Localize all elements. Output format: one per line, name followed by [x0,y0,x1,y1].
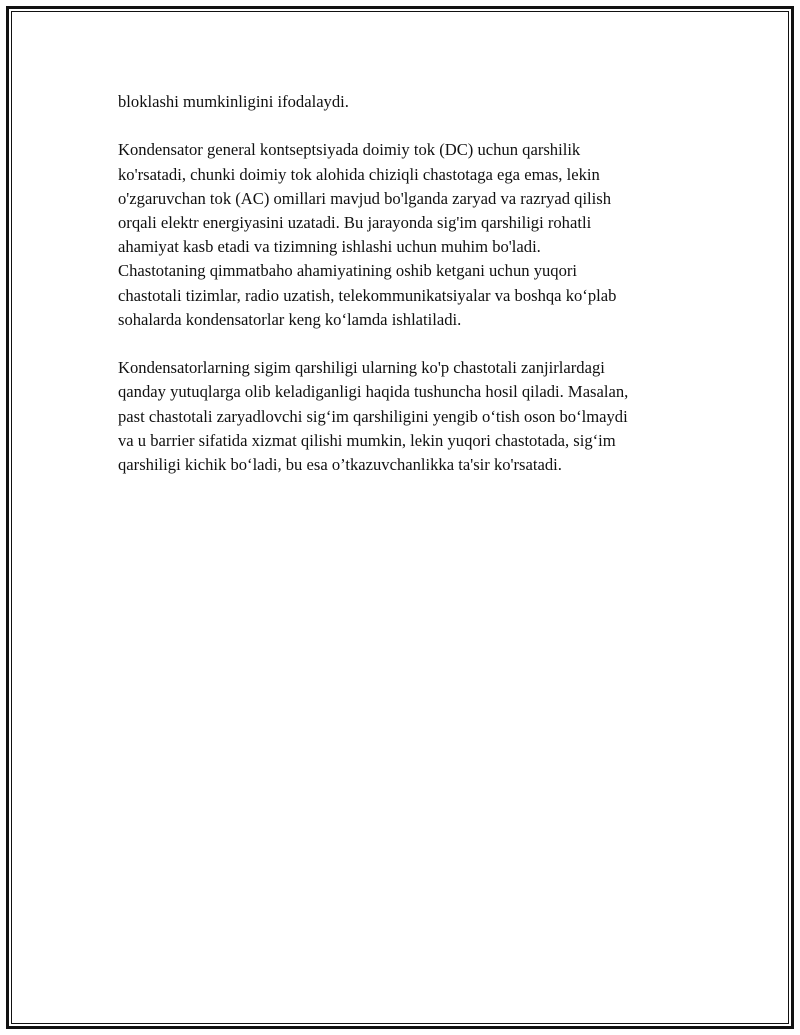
paragraph-2: Kondensator general kontseptsiyada doimiy tok (DC) uchun qarshilik ko'rsatadi, chunki doimiy tok alohida chiziqli chastotaga ega emas, lekin o'zgaruvchan tok (AC) omillari mavjud bo'lganda zaryad va razryad qilish orqali elektr energiyasini uzatadi. Bu jarayonda sig'im qarshiligi rohatli ahamiyat kasb etadi va tizimning ishlashi uchun muhim bo'ladi. Chastotaning qimmatbaho ahamiyatining oshib ketgani uchun yuqori chastotali tizimlar, radio uzatish, telekommunikatsiyalar va boshqa ko‘plab sohalarda kondensatorlar keng ko‘lamda ishlatiladi. [118,140,617,329]
paragraph-3: Kondensatorlarning sigim qarshiligi ularning ko'p chastotali zanjirlardagi qanday yutuqlarga olib keladiganligi haqida tushuncha hosil qiladi. Masalan, past chastotali zaryadlovchi sig‘im qarshiligini yengib o‘tish oson bo‘lmaydi va u barrier sifatida xizmat qilishi mumkin, lekin yuqori chastotada, sig‘im qarshiligi kichik bo‘ladi, bu esa o’tkazuvchanlikka ta'sir ko'rsatadi. [118,358,629,475]
document-body [118,90,693,501]
paragraph-1: bloklashi mumkinligini ifodalaydi. [118,92,349,111]
